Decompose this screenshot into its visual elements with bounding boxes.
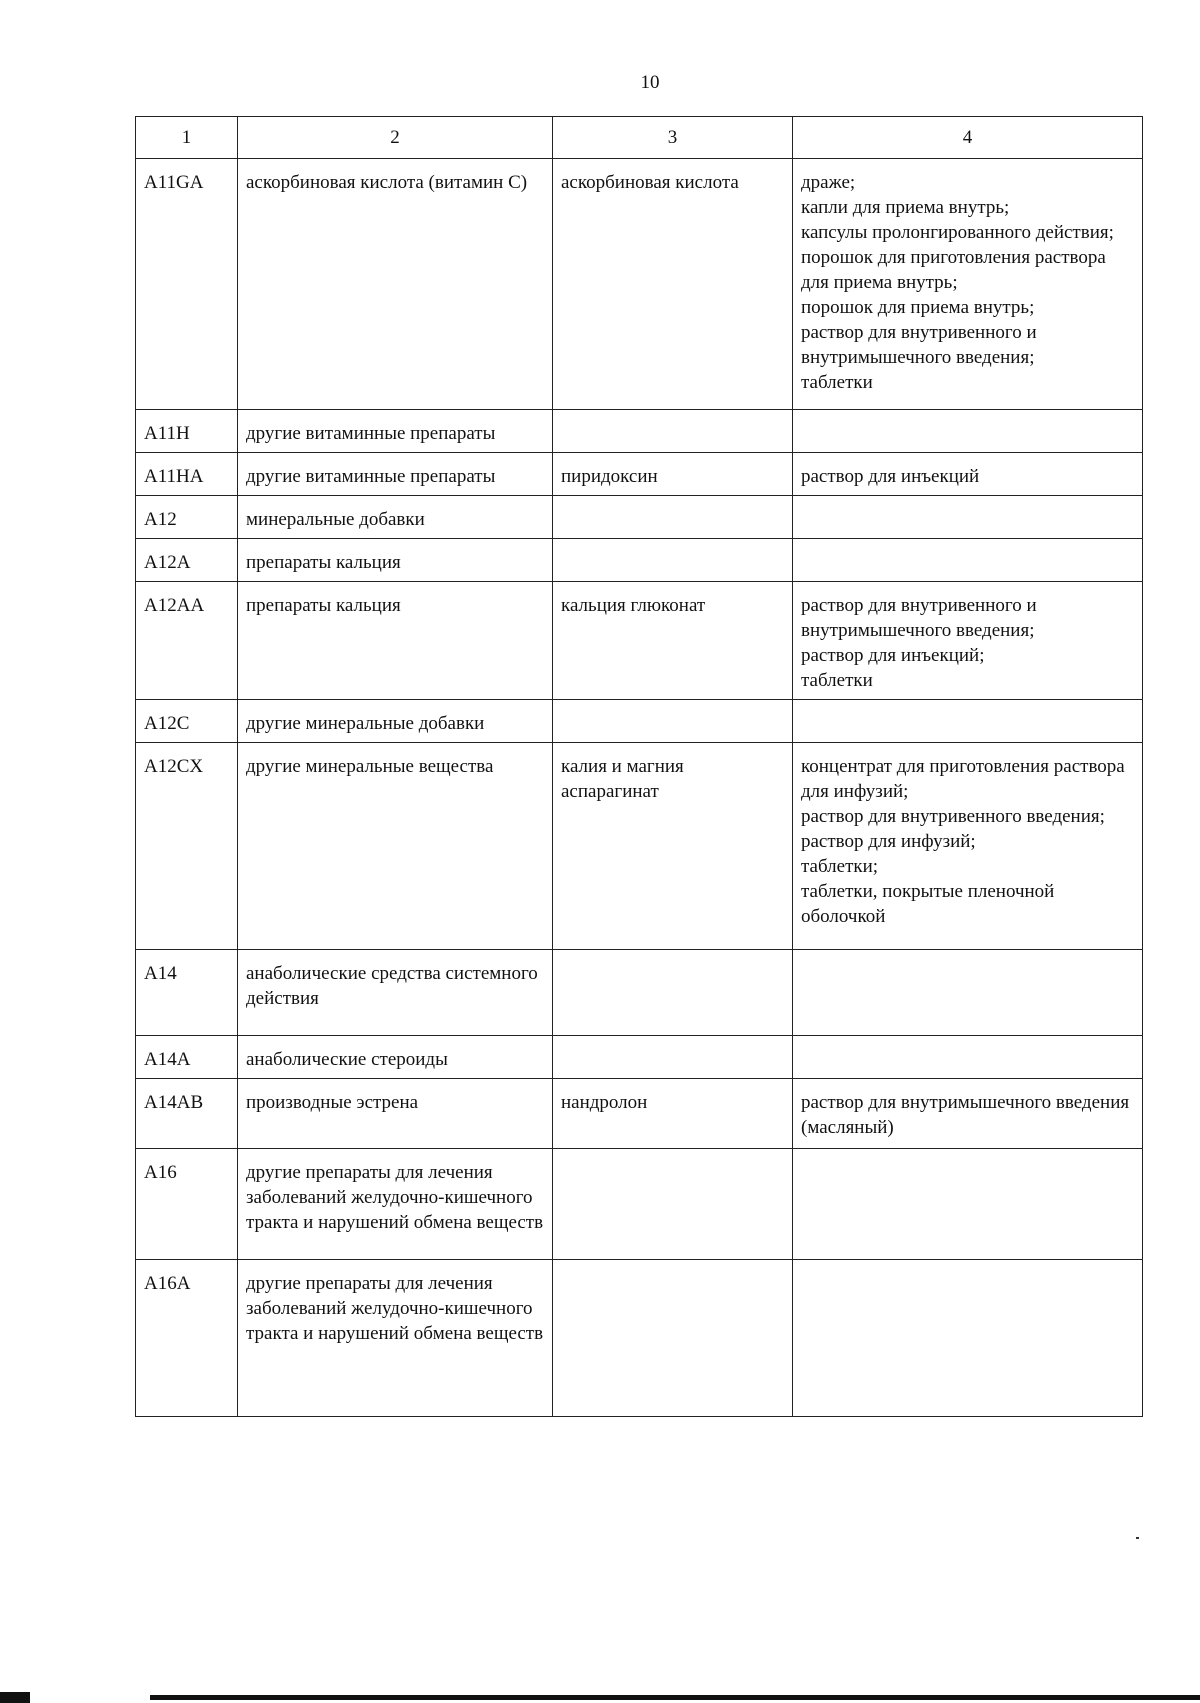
header-cell-3: 3 [553, 117, 793, 159]
atc-code-cell: A11GA [136, 159, 238, 410]
dosage-forms-cell [793, 1079, 1143, 1149]
dosage-form-item: драже; [801, 172, 856, 193]
table-row [136, 1260, 1143, 1417]
dosage-form-item: раствор для инъекций [801, 466, 980, 487]
anatomical-group-cell: минеральные добавки [238, 496, 553, 539]
dosage-form-item: раствор для инъекций; [801, 645, 985, 666]
dosage-forms-list [801, 464, 1136, 489]
page-number: 10 [640, 72, 660, 93]
dosage-forms-cell [793, 700, 1143, 743]
scan-artifact [1136, 1537, 1139, 1539]
dosage-forms-cell [793, 453, 1143, 496]
dosage-forms-cell [793, 582, 1143, 700]
drug-name-cell [553, 1149, 793, 1260]
header-cell-1: 1 [136, 117, 238, 159]
drug-name-cell [553, 496, 793, 539]
anatomical-group-cell: другие минеральные добавки [238, 700, 553, 743]
table-body [136, 159, 1143, 1417]
anatomical-group-cell: препараты кальция [238, 539, 553, 582]
dosage-forms-cell [793, 539, 1143, 582]
atc-code-cell: A14 [136, 950, 238, 1036]
drug-name-cell: кальция глюконат [553, 582, 793, 700]
dosage-forms-cell [793, 496, 1143, 539]
dosage-form-item: концентрат для приготовления раствора для инфузий; [801, 756, 1125, 802]
atc-code-cell: A12C [136, 700, 238, 743]
table-row [136, 539, 1143, 582]
dosage-form-item: раствор для внутривенного введения; [801, 806, 1105, 827]
dosage-forms-list [801, 170, 1136, 395]
atc-code-cell: A12AA [136, 582, 238, 700]
anatomical-group-cell: другие витаминные препараты [238, 410, 553, 453]
dosage-form-item: раствор для внутривенного и внутримышечного введения; [801, 322, 1037, 368]
dosage-forms-list [801, 1090, 1136, 1140]
table-row [136, 410, 1143, 453]
dosage-form-item: раствор для инфузий; [801, 831, 976, 852]
anatomical-group-cell: другие витаминные препараты [238, 453, 553, 496]
header-cell-4: 4 [793, 117, 1143, 159]
dosage-forms-cell [793, 1149, 1143, 1260]
drug-table [135, 116, 1143, 1417]
header-cell-2: 2 [238, 117, 553, 159]
dosage-form-item: раствор для внутримышечного введения (масляный) [801, 1092, 1130, 1138]
scan-bottom-rule [150, 1695, 1200, 1700]
table-row [136, 582, 1143, 700]
drug-name-cell [553, 1036, 793, 1079]
table-row [136, 1149, 1143, 1260]
table-row [136, 159, 1143, 410]
drug-name-cell [553, 539, 793, 582]
atc-code-cell: A14AB [136, 1079, 238, 1149]
drug-name-cell: нандролон [553, 1079, 793, 1149]
atc-code-cell: A12 [136, 496, 238, 539]
scan-edge-mark [0, 1692, 30, 1703]
anatomical-group-cell: другие минеральные вещества [238, 743, 553, 950]
atc-code-cell: A12CX [136, 743, 238, 950]
dosage-forms-cell [793, 1036, 1143, 1079]
anatomical-group-cell: другие препараты для лечения заболеваний желудочно-кишечного тракта и нарушений обмена веществ [238, 1260, 553, 1417]
dosage-forms-cell [793, 159, 1143, 410]
drug-name-cell [553, 410, 793, 453]
dosage-form-item: таблетки, покрытые пленочной оболочкой [801, 881, 1055, 927]
atc-code-cell: A12A [136, 539, 238, 582]
drug-name-cell: калия и магния аспарагинат [553, 743, 793, 950]
table-row [136, 700, 1143, 743]
atc-code-cell: A11H [136, 410, 238, 453]
table-row [136, 453, 1143, 496]
dosage-form-item: таблетки [801, 372, 873, 393]
dosage-form-item: таблетки; [801, 856, 879, 877]
atc-code-cell: A11HA [136, 453, 238, 496]
dosage-form-item: капсулы пролонгированного действия; [801, 222, 1114, 243]
atc-code-cell: A16A [136, 1260, 238, 1417]
table-row [136, 1079, 1143, 1149]
drug-name-cell [553, 1260, 793, 1417]
dosage-forms-cell [793, 1260, 1143, 1417]
dosage-form-item: капли для приема внутрь; [801, 197, 1010, 218]
drug-name-cell: аскорбиновая кислота [553, 159, 793, 410]
dosage-forms-list [801, 754, 1136, 929]
table-row [136, 950, 1143, 1036]
dosage-forms-cell [793, 950, 1143, 1036]
anatomical-group-cell: препараты кальция [238, 582, 553, 700]
drug-name-cell: пиридоксин [553, 453, 793, 496]
drug-name-cell [553, 700, 793, 743]
table-row [136, 743, 1143, 950]
dosage-form-item: порошок для приготовления раствора для приема внутрь; [801, 247, 1106, 293]
anatomical-group-cell: аскорбиновая кислота (витамин С) [238, 159, 553, 410]
atc-code-cell: A14A [136, 1036, 238, 1079]
header-row [136, 117, 1143, 159]
anatomical-group-cell: анаболические средства системного действия [238, 950, 553, 1036]
dosage-form-item: таблетки [801, 670, 873, 691]
dosage-forms-cell [793, 410, 1143, 453]
anatomical-group-cell: анаболические стероиды [238, 1036, 553, 1079]
dosage-form-item: порошок для приема внутрь; [801, 297, 1035, 318]
dosage-form-item: раствор для внутривенного и внутримышечного введения; [801, 595, 1037, 641]
drug-name-cell [553, 950, 793, 1036]
atc-code-cell: A16 [136, 1149, 238, 1260]
table-row [136, 1036, 1143, 1079]
table-row [136, 496, 1143, 539]
dosage-forms-list [801, 593, 1136, 693]
dosage-forms-cell [793, 743, 1143, 950]
anatomical-group-cell: производные эстрена [238, 1079, 553, 1149]
anatomical-group-cell: другие препараты для лечения заболеваний желудочно-кишечного тракта и нарушений обмена веществ [238, 1149, 553, 1260]
